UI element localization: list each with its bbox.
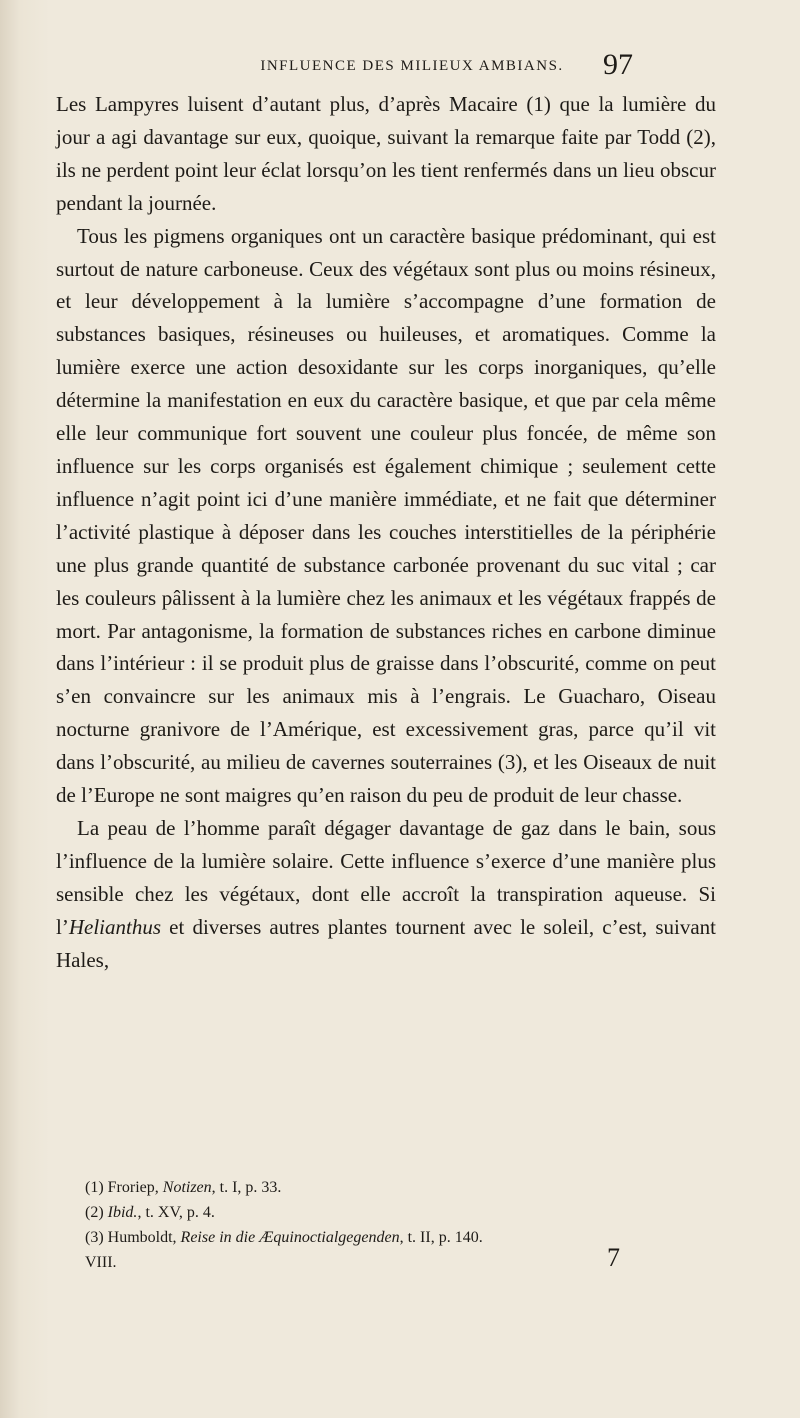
footnotes: [85, 1175, 725, 1250]
body-text: [56, 88, 716, 976]
paragraph-1: [56, 88, 716, 220]
footnote-2: [85, 1200, 725, 1225]
footnote-text-segment: , t. I, p. 33.: [211, 1179, 282, 1196]
footnote-text-segment: Ibid.: [107, 1204, 138, 1221]
footnote-text-segment: Reise in die Æquinoctialgegenden: [180, 1229, 400, 1246]
footnote-text-segment: , t. XV, p. 4.: [137, 1204, 215, 1221]
running-title: INFLUENCE DES MILIEUX AMBIANS.: [260, 58, 564, 74]
paragraph-3: [56, 812, 716, 977]
signature-mark: VIII.: [85, 1254, 117, 1271]
footnote-3: [85, 1225, 725, 1250]
page-number: 97: [603, 48, 633, 81]
paragraph-text-segment: La peau de l’homme paraît dégager davantage de gaz dans le bain, sous l’influence de la lumière solaire. Cette influence s’exerce d’une manière plus sensible chez les végétaux, dont elle accroît la transpiration aqueuse. Si l’: [56, 815, 716, 939]
footnote-text-segment: (2): [85, 1204, 108, 1221]
footnote-text-segment: Notizen: [162, 1179, 212, 1196]
footnote-1: [85, 1175, 725, 1200]
footnote-text-segment: (1) Froriep,: [85, 1179, 163, 1196]
paragraph-text-segment: et diverses autres plantes tournent avec le soleil, c’est, suivant Hales,: [56, 914, 716, 972]
footnote-text-segment: , t. II, p. 140.: [399, 1229, 483, 1246]
footnote-text-segment: (3) Humboldt,: [85, 1229, 181, 1246]
paragraph-text-segment: Helianthus: [68, 914, 161, 939]
paragraph-text-segment: Tous les pigmens organiques ont un caractère basique prédominant, qui est surtout de nature carboneuse. Ceux des végétaux sont plus ou moins résineux, et leur développement à la lumière s’accompagne d’une formation de substances basiques, résineuses ou huileuses, et aromatiques. Comme la lumière exerce une action desoxidante sur les corps inorganiques, qu’elle détermine la manifestation en eux du caractère basique, et que par cela même elle leur communique fort souvent une couleur plus foncée, de même son influence sur les corps organisés est également chimique ; seulement cette influence n’agit point ici d’une manière immédiate, et ne fait que déterminer l’activité plastique à déposer dans les couches interstitielles de la périphérie une plus grande quantité de substance carbonée provenant du suc vital ; car les couleurs pâlissent à la lumière chez les animaux et les végétaux frappés de mort. Par antagonisme, la formation de substances riches en carbone diminue dans l’intérieur : il se produit plus de graisse dans l’obscurité, comme on peut s’en convaincre sur les animaux mis à l’engrais. Le Guacharo, Oiseau nocturne granivore de l’Amérique, est excessivement gras, parce qu’il vit dans l’obscurité, au milieu de cavernes souterraines (3), et les Oiseaux de nuit de l’Europe ne sont maigres qu’en raison du peu de produit de leur chasse.: [56, 223, 716, 808]
paragraph-text-segment: Les Lampyres luisent d’autant plus, d’après Macaire (1) que la lumière du jour a agi davantage sur eux, quoique, suivant la remarque faite par Todd (2), ils ne perdent point leur éclat lorsqu’on les tient renfermés dans un lieu obscur pendant la journée.: [56, 92, 716, 215]
paragraph-2: [56, 220, 716, 812]
sheet-number: 7: [607, 1243, 620, 1272]
